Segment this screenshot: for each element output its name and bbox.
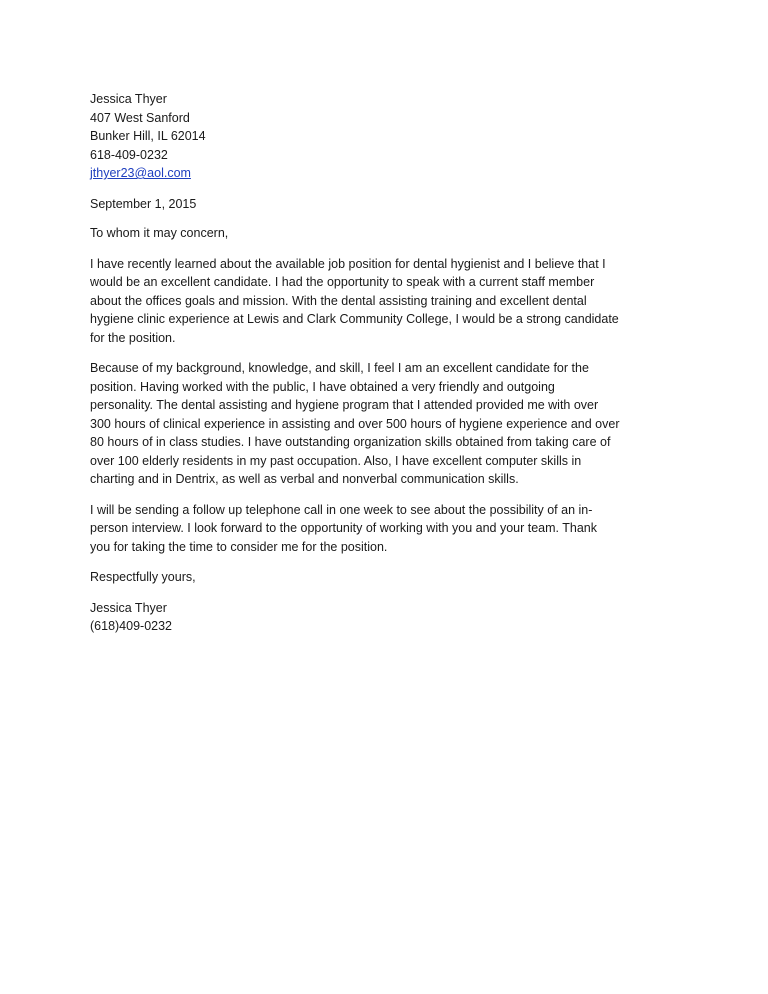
- sender-city-state-zip: Bunker Hill, IL 62014: [90, 129, 206, 143]
- paragraph-line: personality. The dental assisting and hygiene program that I attended provided me with over: [90, 398, 599, 412]
- closing-text: Respectfully yours,: [90, 570, 196, 584]
- sender-name: Jessica Thyer: [90, 92, 167, 106]
- paragraph-3: [90, 501, 690, 557]
- paragraph-line: I will be sending a follow up telephone call in one week to see about the possibility of an in-: [90, 502, 593, 517]
- paragraph-line: you for taking the time to consider me for the position.: [90, 539, 388, 554]
- cover-letter: [90, 90, 690, 636]
- paragraph-line: position. Having worked with the public, I have obtained a very friendly and outgoing: [90, 379, 555, 394]
- paragraph-1: [90, 255, 690, 348]
- paragraph-line: person interview. I look forward to the opportunity of working with you and your team. Thank: [90, 521, 597, 535]
- signature-name: Jessica Thyer: [90, 600, 167, 615]
- sender-address: [90, 90, 690, 183]
- paragraph-line: charting and in Dentrix, as well as verbal and nonverbal communication skills.: [90, 472, 519, 486]
- paragraph-line: Because of my background, knowledge, and skill, I feel I am an excellent candidate for the: [90, 361, 589, 375]
- paragraph-line: for the position.: [90, 330, 176, 345]
- paragraph-2: [90, 359, 690, 489]
- sender-email-link[interactable]: jthyer23@aol.com: [90, 166, 191, 180]
- paragraph-line: over 100 elderly residents in my past occupation. Also, I have excellent computer skills in: [90, 453, 582, 468]
- paragraph-line: I have recently learned about the available job position for dental hygienist and I believe that I: [90, 256, 606, 271]
- salutation: [90, 224, 690, 243]
- sender-phone: 618-409-0232: [90, 147, 168, 162]
- paragraph-line: 300 hours of clinical experience in assisting and over 500 hours of hygiene experience and over: [90, 416, 620, 431]
- closing: [90, 568, 690, 587]
- sender-street: 407 West Sanford: [90, 110, 190, 125]
- date-text: September 1, 2015: [90, 196, 197, 211]
- paragraph-line: would be an excellent candidate. I had the opportunity to speak with a current staff member: [90, 275, 595, 289]
- paragraph-line: 80 hours of in class studies. I have outstanding organization skills obtained from taking care of: [90, 435, 611, 449]
- salutation-text: To whom it may concern,: [90, 226, 229, 240]
- paragraph-line: hygiene clinic experience at Lewis and Clark Community College, I would be a strong candidate: [90, 312, 619, 326]
- paragraph-line: about the offices goals and mission. With the dental assisting training and excellent dental: [90, 293, 587, 308]
- letter-date: [90, 195, 690, 214]
- signature-phone: (618)409-0232: [90, 619, 173, 633]
- signature-block: [90, 599, 690, 636]
